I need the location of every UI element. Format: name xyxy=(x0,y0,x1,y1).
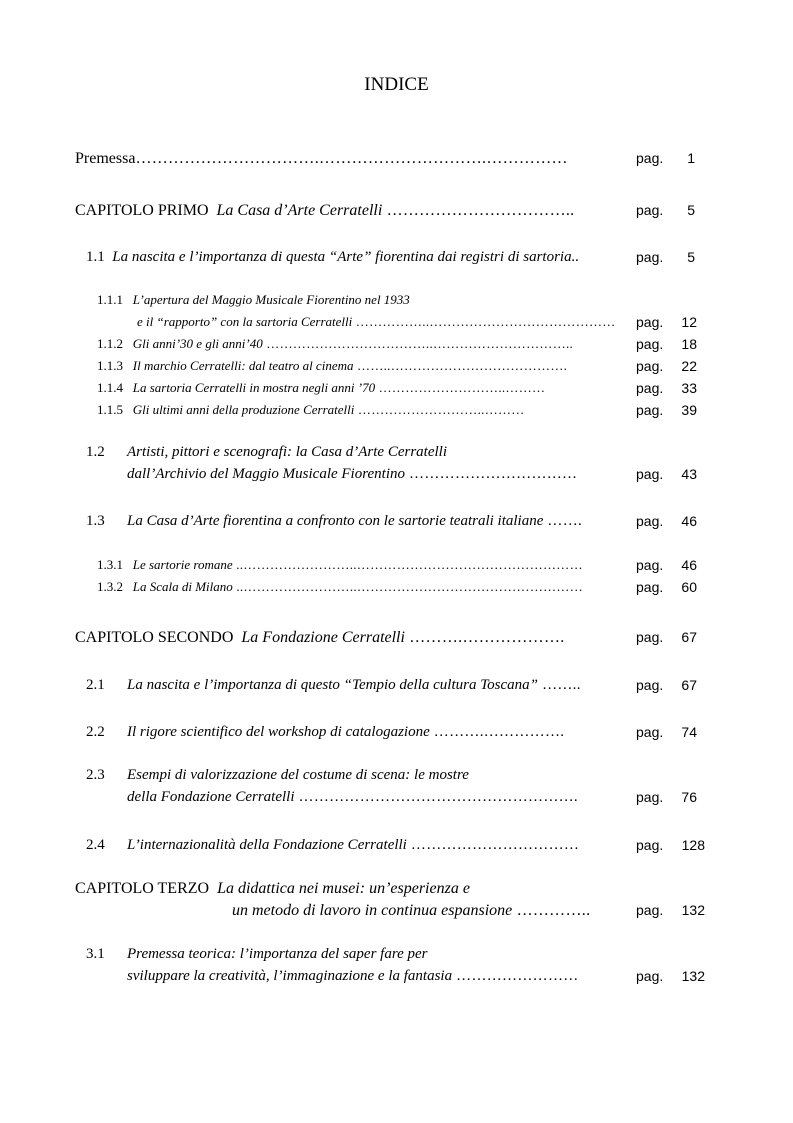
page-label: pag. xyxy=(636,314,664,330)
toc-entry-1-3-1[interactable]: 1.3.1 Le sartorie romane ..……………………..…………………………………………… pag. 46 xyxy=(97,557,697,573)
toc-entry-1-1-5[interactable]: 1.1.5 Gli ultimi anni della produzione Cerratelli ………………………..……… pag. 39 xyxy=(97,402,697,418)
toc-entry-2-4[interactable]: 2.4 L’internazionalità della Fondazione Cerratelli …………………………… pag. 128 xyxy=(86,837,705,853)
toc-entry-2-3-cont: della Fondazione Cerratelli ………………………………………………. pag. 76 xyxy=(127,789,697,805)
page-number: 12 xyxy=(681,314,697,330)
page-label: pag. xyxy=(636,677,664,693)
page-number: 132 xyxy=(681,968,705,984)
section-number: 1.3 xyxy=(86,513,105,529)
page-number: 43 xyxy=(681,466,697,482)
toc-entry-3-1[interactable] xyxy=(86,946,705,968)
toc-entry-1-1-1[interactable] xyxy=(97,292,705,314)
section-title: Il rigore scientifico del workshop di catalogazione xyxy=(127,724,430,740)
section-title: Il marchio Cerratelli: dal teatro al cinema xyxy=(132,358,354,373)
page-label: pag. xyxy=(636,513,664,529)
section-title: La Casa d’Arte fiorentina a confronto con le sartorie teatrali italiane xyxy=(127,513,544,529)
section-number: 2.1 xyxy=(86,677,105,693)
section-title: Le sartorie romane xyxy=(132,557,233,572)
page-number: 33 xyxy=(681,380,697,396)
toc-entry-2-2[interactable]: 2.2 Il rigore scientifico del workshop di catalogazione ……….……………. pag. 74 xyxy=(86,724,697,740)
page-label: pag. xyxy=(636,629,664,645)
section-title-line1: L’apertura del Maggio Musicale Fiorentino nel 1933 xyxy=(132,292,410,307)
page-number: 1 xyxy=(687,150,695,166)
section-number: 1.2 xyxy=(86,444,105,460)
entry-title: Premessa xyxy=(75,150,136,167)
page-label: pag. xyxy=(636,466,664,482)
section-title-line2: sviluppare la creatività, l’immaginazione e la fantasia xyxy=(127,968,453,984)
section-number: 1.1 xyxy=(86,249,105,265)
section-title: Gli ultimi anni della produzione Cerratelli xyxy=(132,402,355,417)
section-title-line2: della Fondazione Cerratelli xyxy=(127,789,295,805)
toc-entry-1-1-4[interactable]: 1.1.4 La sartoria Cerratelli in mostra negli anni ’70 ………………………..……… pag. 33 xyxy=(97,380,697,396)
section-title: Gli anni’30 e gli anni’40 xyxy=(132,336,263,351)
section-number: 1.3.2 xyxy=(97,579,123,594)
toc-entry-1-2-cont: dall’Archivio del Maggio Musicale Fiorentino …………………………… pag. 43 xyxy=(127,466,697,482)
page-label: pag. xyxy=(636,336,664,352)
section-number: 1.3.1 xyxy=(97,557,123,572)
section-title-line2: e il “rapporto” con la sartoria Cerratelli xyxy=(137,314,353,329)
page-number: 76 xyxy=(681,789,697,805)
page-label: pag. xyxy=(636,402,664,418)
page-label: pag. xyxy=(636,724,664,740)
chapter-label: CAPITOLO TERZO xyxy=(75,880,210,897)
page-number: 46 xyxy=(681,557,697,573)
toc-entry-3-1-cont: sviluppare la creatività, l’immaginazione e la fantasia …………………… pag. 132 xyxy=(127,968,705,984)
section-number: 1.1.1 xyxy=(97,292,123,307)
page-number: 67 xyxy=(681,629,697,645)
section-title: La nascita e l’importanza di questo “Tempio della cultura Toscana” xyxy=(127,677,539,693)
section-number: 2.3 xyxy=(86,767,105,783)
page-number: 60 xyxy=(681,579,697,595)
page-label: pag. xyxy=(636,150,664,166)
toc-entry-2-1[interactable]: 2.1 La nascita e l’importanza di questo “Tempio della cultura Toscana” …….. pag. 67 xyxy=(86,677,697,693)
page-number: 132 xyxy=(681,902,705,918)
toc-entry-2-3[interactable] xyxy=(86,767,705,789)
section-title: La sartoria Cerratelli in mostra negli anni ’70 xyxy=(132,380,376,395)
section-title-line2: dall’Archivio del Maggio Musicale Fiorentino xyxy=(127,466,405,482)
chapter-title-line2: un metodo di lavoro in continua espansione xyxy=(232,902,513,919)
toc-entry-1-1[interactable] xyxy=(86,249,705,271)
toc-entry-chapter-1[interactable]: CAPITOLO PRIMO La Casa d’Arte Cerratelli …………………………….. pag. 5 xyxy=(75,202,695,219)
page-label: pag. xyxy=(636,202,664,218)
page-label: pag. xyxy=(636,579,664,595)
page-label: pag. xyxy=(636,789,664,805)
page-label: pag. xyxy=(636,358,664,374)
section-number: 1.1.4 xyxy=(97,380,123,395)
page-number: 46 xyxy=(681,513,697,529)
section-title: L’internazionalità della Fondazione Cerratelli xyxy=(127,837,407,853)
page-number: 22 xyxy=(681,358,697,374)
section-title: La nascita e l’importanza di questa “Arte” fiorentina dai registri di sartoria.. xyxy=(112,249,580,265)
page-label: pag. xyxy=(636,837,664,853)
page-title: INDICE xyxy=(364,74,429,95)
section-number: 2.4 xyxy=(86,837,105,853)
chapter-title: La Casa d’Arte Cerratelli xyxy=(216,202,383,219)
page-number: 39 xyxy=(681,402,697,418)
chapter-title-line1: La didattica nei musei: un’esperienza e xyxy=(217,880,470,897)
page-number: 74 xyxy=(681,724,697,740)
toc-entry-1-2[interactable] xyxy=(86,444,705,466)
page-number: 67 xyxy=(681,677,697,693)
page-label: pag. xyxy=(636,902,664,918)
page-number: 5 xyxy=(687,202,695,218)
toc-entry-chapter-3[interactable] xyxy=(75,880,705,902)
page-number: 18 xyxy=(681,336,697,352)
section-title-line1: Artisti, pittori e scenografi: la Casa d’Arte Cerratelli xyxy=(127,444,447,460)
chapter-label: CAPITOLO SECONDO xyxy=(75,629,234,646)
page-number: 128 xyxy=(681,837,705,853)
toc-entry-chapter-2[interactable]: CAPITOLO SECONDO La Fondazione Cerratelli ……….………………. pag. 67 xyxy=(75,629,697,646)
section-title-line1: Esempi di valorizzazione del costume di scena: le mostre xyxy=(127,767,469,783)
toc-entry-premessa[interactable]: Premessa…………………………….………………………….…………… pag. 1 xyxy=(75,150,695,167)
section-number: 3.1 xyxy=(86,946,105,962)
toc-entry-1-3-2[interactable]: 1.3.2 La Scala di Milano ..……………………..…………………………………………… pag. 60 xyxy=(97,579,697,595)
page-label: pag. xyxy=(636,557,664,573)
toc-entry-1-1-3[interactable]: 1.1.3 Il marchio Cerratelli: dal teatro al cinema ……..…………………………………. pag. 22 xyxy=(97,358,697,374)
page-label: pag. xyxy=(636,249,664,265)
page-label: pag. xyxy=(636,380,664,396)
section-number: 1.1.5 xyxy=(97,402,123,417)
section-number: 1.1.3 xyxy=(97,358,123,373)
toc-entry-chapter-3-cont: un metodo di lavoro in continua espansione ………….. pag. 132 xyxy=(232,902,705,919)
chapter-title: La Fondazione Cerratelli xyxy=(241,629,405,646)
page-number: 5 xyxy=(687,249,695,265)
section-number: 1.1.2 xyxy=(97,336,123,351)
toc-entry-1-1-1-cont: e il “rapporto” con la sartoria Cerratelli ……………..…………………………………… pag. 12 xyxy=(137,314,697,330)
section-title-line1: Premessa teorica: l’importanza del saper fare per xyxy=(127,946,428,962)
toc-entry-1-3[interactable]: 1.3 La Casa d’Arte fiorentina a confronto con le sartorie teatrali italiane ……. pag. 46 xyxy=(86,513,697,529)
toc-entry-1-1-2[interactable]: 1.1.2 Gli anni’30 e gli anni’40 ………………………………..………………………….. pag. 18 xyxy=(97,336,697,352)
section-title: La Scala di Milano xyxy=(132,579,233,594)
chapter-label: CAPITOLO PRIMO xyxy=(75,202,209,219)
page-label: pag. xyxy=(636,968,664,984)
section-number: 2.2 xyxy=(86,724,105,740)
